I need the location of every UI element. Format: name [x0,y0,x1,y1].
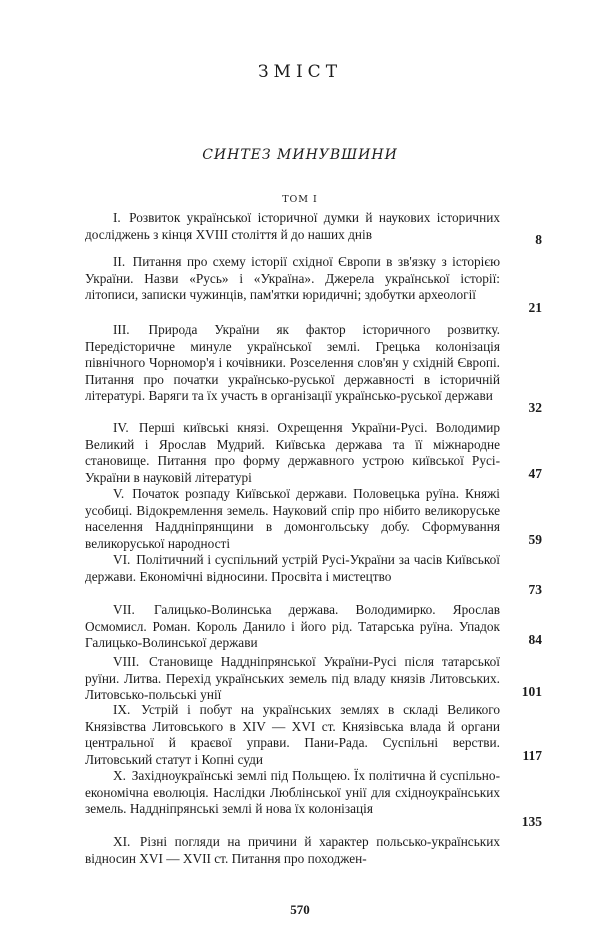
toc-entry-page: 84 [528,632,542,647]
toc-entry-page: 32 [528,400,542,415]
toc-entry-text: Перші київські князі. Охрещення України-Русі. Володимир Великий і Ярослав Мудрий. Київська держава та її міжнародне становище. Питання про форму державного устрою київської Русі-України в науковій літературі [85,420,500,485]
toc-entry-page: 8 [535,232,542,247]
page-title: ЗМІСТ [257,62,343,82]
toc-entry-text: Питання про схему історії східної Європи в зв'язку з історією України. Назви «Русь» і «Україна». Джерела української історії: літописи, записки чужинців, пам'ятки юридичні; здобутки археології [85,254,500,302]
toc-entry-text: Становище Наддніпрянської України-Русі після татарської руїни. Литва. Перехід українських земель під владу князів Литовських. Литовсько-польські унії [85,654,500,702]
toc-entry-text: Початок розпаду Київської держави. Половецька руїна. Княжі усобиці. Відокремлення земель. Науковий спір про нібито великоруське населення Наддніпрянщини в домонгольську добу. Сформування великоруської народності [85,486,500,551]
toc-entry [85,768,500,818]
toc-entry-text: Устрій і побут на українських землях в складі Великого Князівства Литовського в XIV — XVI ст. Князівська влада й органи центральної й краєвої управи. Пани-Рада. Суспільні верстви. Литовський статут і Копні суди [85,702,500,767]
toc-entry [85,702,500,768]
toc-entry [85,552,500,585]
toc-entry [85,654,500,704]
toc-entry-page: 47 [528,466,542,481]
toc-entry-number: VI. [113,552,131,567]
toc-entry-number: V. [113,486,125,501]
toc-entry-page: 59 [528,532,542,547]
toc-entry [85,322,500,405]
part-title: СИНТЕЗ МИНУВШИНИ [202,147,398,163]
toc-entry-page: 73 [528,582,542,597]
toc-entry-number: IV. [113,420,129,435]
toc-entry-number: VII. [113,602,135,617]
toc-entry-page: 117 [522,748,542,763]
toc-entry-page: 135 [521,814,542,829]
page-number: 570 [290,902,310,917]
toc-entry [85,210,500,243]
toc-entry-text: Розвиток української історичної думки й наукових історичних досліджень з кінця XVIII століття й до наших днів [85,210,500,242]
toc-entry [85,420,500,486]
toc-entry-number: III. [113,322,130,337]
toc-entry [85,834,500,867]
toc-entry-text: Західноукраїнські землі під Польщею. Їх політична й суспільно-економічна еволюція. Наслідки Люблінської унії для східноукраїнських земель. Наддніпрянські землі й нова їх колонізація [85,768,500,816]
toc-entry [85,486,500,552]
toc-entry-number: II. [113,254,126,269]
toc-entry [85,254,500,304]
toc-entry-text: Різні погляди на причини й характер польсько-українських відносин XVI — XVII ст. Питання про походжен- [85,834,500,866]
toc-entry-text: Природа України як фактор історичного розвитку. Передісторичне минуле української землі. Грецька колонізація північного Чорномор'я і кочівники. Розселення слов'ян у східній Європі. Питання про початки українсько-руської державності в історичній літературі. Варяги та їх участь в організації українсько-руської держави [85,322,500,403]
toc-entry-page: 21 [528,300,542,315]
toc-entry-text: Галицько-Волинська держава. Володимирко. Ярослав Осмомисл. Роман. Король Данило і його рід. Татарська руїна. Упадок Галицько-Волинської держави [85,602,500,650]
toc-entry-number: IX. [113,702,131,717]
toc-entry [85,602,500,652]
toc-entry-page: 101 [521,684,542,699]
toc-entry-number: X. [113,768,126,783]
toc-entry-number: I. [113,210,121,225]
toc-entry-text: Політичний і суспільний устрій Русі-України за часів Київської держави. Економічні відносини. Просвіта і мистецтво [85,552,500,584]
toc-entry-number: XI. [113,834,131,849]
toc-entry-number: VIII. [113,654,140,669]
volume-label: ТОМ І [282,194,318,205]
